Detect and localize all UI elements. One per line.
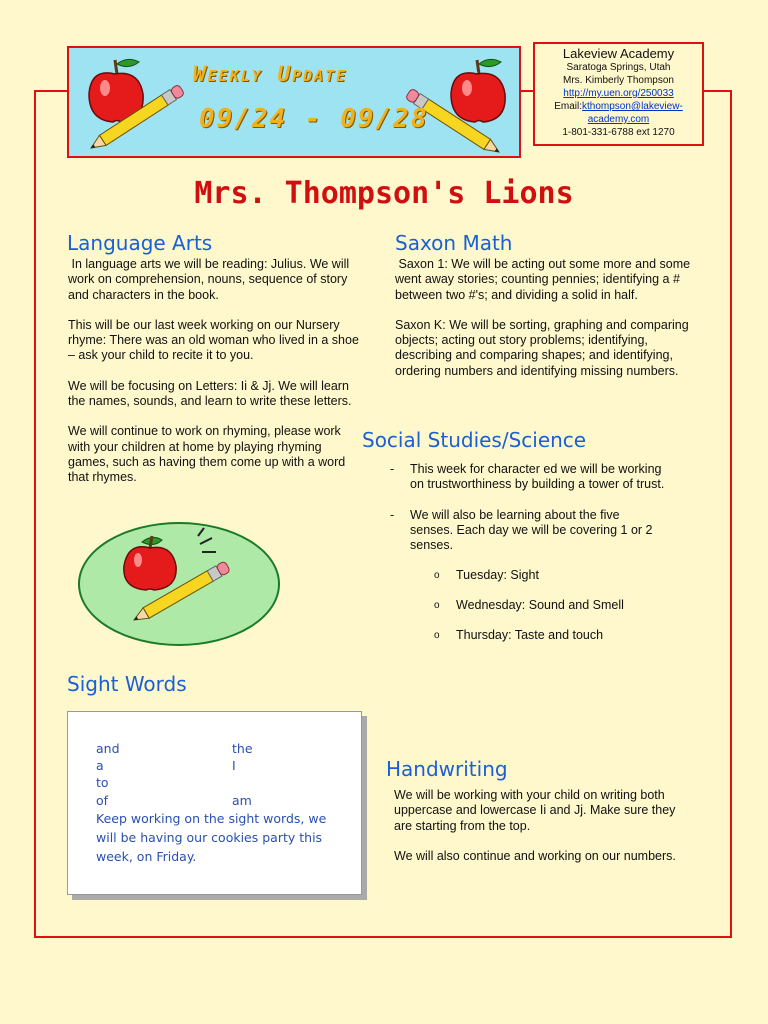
- table-row: [96, 774, 336, 791]
- school-location: Saratoga Springs, Utah: [566, 62, 671, 73]
- circle-bullet-icon: o: [434, 630, 440, 642]
- list-item-text: We will also be learning about the five senses. Each day we will be covering 1 or 2 senses.: [410, 507, 653, 553]
- list-item: [388, 598, 718, 628]
- email-link-part2[interactable]: academy.com: [587, 114, 650, 125]
- list-item: [388, 508, 718, 554]
- list-item-text: This week for character ed we will be working on trustworthiness by building a tower of trust.: [410, 462, 665, 492]
- day-item-text: Tuesday: Sight: [456, 568, 539, 583]
- school-name: Lakeview Academy: [562, 46, 675, 61]
- circle-bullet-icon: o: [434, 570, 440, 582]
- sight-words-grid: [96, 740, 336, 866]
- sight-word: of: [96, 792, 109, 808]
- contact-box: [533, 42, 704, 146]
- social-studies-list: [388, 462, 718, 658]
- dash-bullet-icon: -: [390, 507, 395, 522]
- page-title: Mrs. Thompson's Lions: [194, 176, 574, 211]
- handwriting-heading: Handwriting: [386, 757, 508, 781]
- saxon-math-paragraph: Saxon K: We will be sorting, graphing and comparing objects; acting out story problems; identifying, describing and comparing shapes; and identifying, ordering numbers and identifying missing numbers.: [395, 317, 689, 378]
- language-arts-heading: Language Arts: [67, 231, 213, 255]
- language-arts-paragraph: We will be focusing on Letters: Ii & Jj. We will learn the names, sounds, and learn to write these letters.: [68, 378, 352, 409]
- sight-word: and: [96, 741, 120, 756]
- weekly-update-banner: [67, 46, 521, 158]
- sight-words-note: Keep working on the sight words, we will be having our cookies party this week, on Friday.: [96, 810, 327, 864]
- sight-word: a: [96, 758, 104, 774]
- table-row: [96, 757, 336, 774]
- sight-word: the: [232, 741, 253, 756]
- language-arts-body: [68, 257, 364, 501]
- sight-word: I: [232, 758, 236, 774]
- email-label: Email:: [554, 101, 583, 112]
- email-line: [535, 100, 702, 113]
- handwriting-body: [394, 788, 694, 879]
- apple-clipart: [78, 522, 280, 646]
- sight-words-box: [67, 711, 362, 895]
- day-item-text: Thursday: Taste and touch: [456, 628, 604, 643]
- sight-words-heading: Sight Words: [67, 672, 187, 696]
- saxon-math-heading: Saxon Math: [395, 231, 513, 255]
- dash-bullet-icon: -: [390, 462, 395, 476]
- language-arts-paragraph: This will be our last week working on our Nursery rhyme: There was an old woman who lived in a shoe – ask your child to recite it to you.: [68, 317, 359, 363]
- apple-pencil-icon: [80, 524, 278, 644]
- banner-title: Weekly Update: [193, 62, 348, 86]
- sight-word: to: [96, 775, 109, 791]
- handwriting-paragraph: We will be working with your child on writing both uppercase and lowercase Ii and Jj. Make sure they are starting from the top.: [394, 788, 676, 833]
- class-website-link[interactable]: http://my.uen.org/250033: [563, 88, 674, 99]
- handwriting-paragraph: We will also continue and working on our numbers.: [394, 848, 676, 863]
- language-arts-paragraph: In language arts we will be reading: Julius. We will work on comprehension, nouns, sequence of story and characters in the book.: [68, 257, 353, 302]
- day-item-text: Wednesday: Sound and Smell: [456, 598, 624, 613]
- apple-pencil-left-icon: [77, 52, 197, 156]
- banner-dates: 09/24 - 09/28: [199, 104, 429, 134]
- phone-number: 1-801-331-6788 ext 1270: [562, 127, 675, 138]
- social-studies-heading: Social Studies/Science: [362, 428, 587, 452]
- saxon-math-body: [395, 257, 695, 394]
- list-item: [388, 568, 718, 598]
- sight-word: am: [232, 792, 252, 808]
- teacher-name: Mrs. Kimberly Thompson: [563, 75, 674, 86]
- email-link-part1[interactable]: kthompson@lakeview-: [582, 101, 683, 112]
- list-item: [388, 462, 718, 493]
- circle-bullet-icon: o: [434, 600, 440, 612]
- saxon-math-paragraph: Saxon 1: We will be acting out some more and some went away stories; counting pennies; identifying a # between two #'s; and dividing a solid in half.: [395, 257, 694, 302]
- table-row: [96, 740, 336, 757]
- language-arts-paragraph: We will continue to work on rhyming, please work with your children at home by playing rhyming games, such as having them come up with a word that rhymes.: [68, 424, 346, 485]
- table-row: [96, 792, 336, 809]
- list-item: [388, 628, 718, 658]
